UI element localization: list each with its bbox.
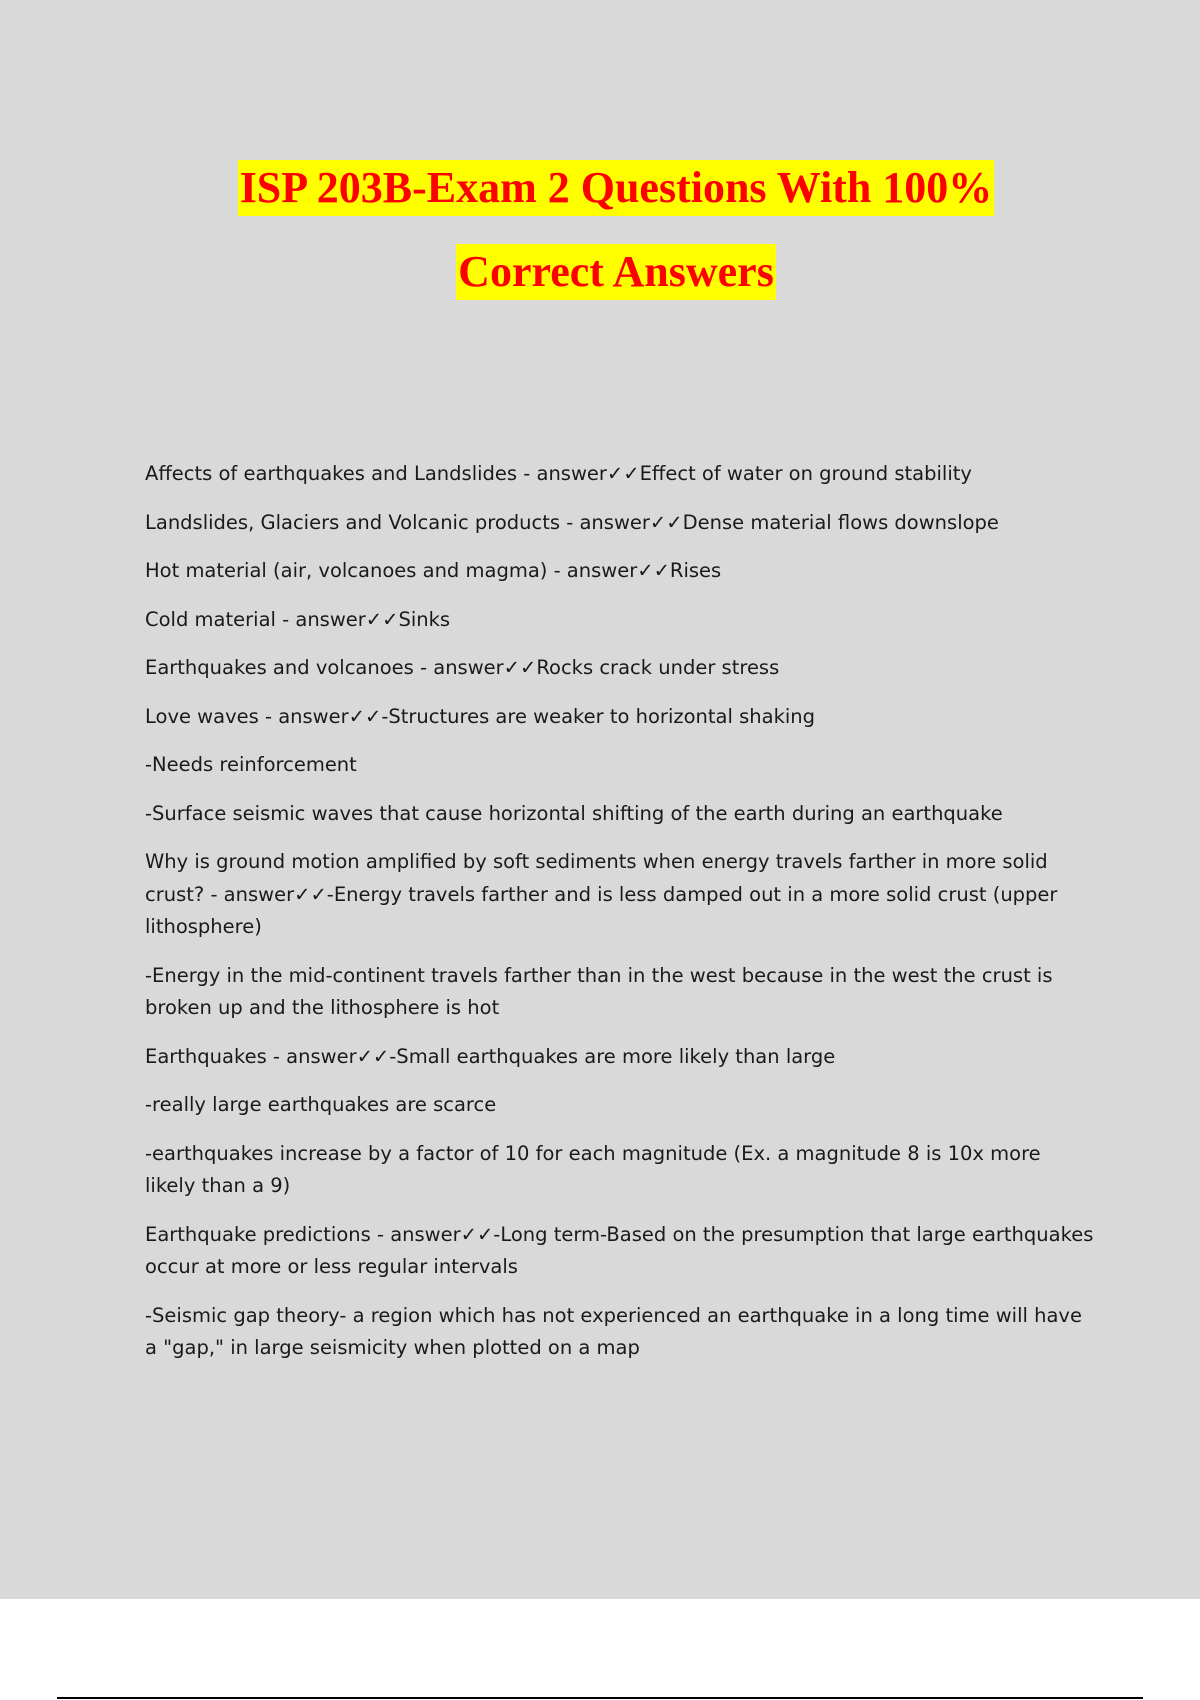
qa-item: Why is ground motion amplified by soft sediments when energy travels farther in more solid crust? - answer✓✓-Energy travels farther and is less damped out in a more solid crust (upper lithosphere) <box>145 850 1058 938</box>
footer-rule <box>57 1697 1143 1699</box>
qa-item: Affects of earthquakes and Landslides - answer✓✓Effect of water on ground stability <box>145 462 972 485</box>
qa-item: -Energy in the mid-continent travels farther than in the west because in the west the crust is broken up and the lithosphere is hot <box>145 963 1053 1019</box>
qa-item: Cold material - answer✓✓Sinks <box>145 607 451 631</box>
qa-item: Hot material (air, volcanoes and magma) - answer✓✓Rises <box>145 559 722 582</box>
page-title <box>0 160 1200 300</box>
qa-item: -Surface seismic waves that cause horizontal shifting of the earth during an earthquake <box>145 801 1003 825</box>
qa-item: -really large earthquakes are scarce <box>145 1093 497 1116</box>
qa-item: Love waves - answer✓✓-Structures are weaker to horizontal shaking <box>145 704 816 728</box>
qa-item: -earthquakes increase by a factor of 10 for each magnitude (Ex. a magnitude 8 is 10x more likely than a 9) <box>145 1141 1041 1197</box>
qa-item: Earthquakes - answer✓✓-Small earthquakes are more likely than large <box>145 1044 836 1068</box>
title-line-1: ISP 203B-Exam 2 Questions With 100% <box>238 160 995 216</box>
qa-item: Landslides, Glaciers and Volcanic products - answer✓✓Dense material flows downslope <box>145 510 999 534</box>
qa-item: Earthquake predictions - answer✓✓-Long term-Based on the presumption that large earthquakes occur at more or less regular intervals <box>145 1222 1094 1278</box>
qa-item: -Needs reinforcement <box>145 753 357 776</box>
qa-item: Earthquakes and volcanoes - answer✓✓Rocks crack under stress <box>145 656 780 679</box>
title-line-2: Correct Answers <box>456 244 776 300</box>
question-answer-list <box>145 458 1095 1381</box>
qa-item: -Seismic gap theory- a region which has not experienced an earthquake in a long time will have a "gap," in large seismicity when plotted on a map <box>145 1303 1082 1359</box>
